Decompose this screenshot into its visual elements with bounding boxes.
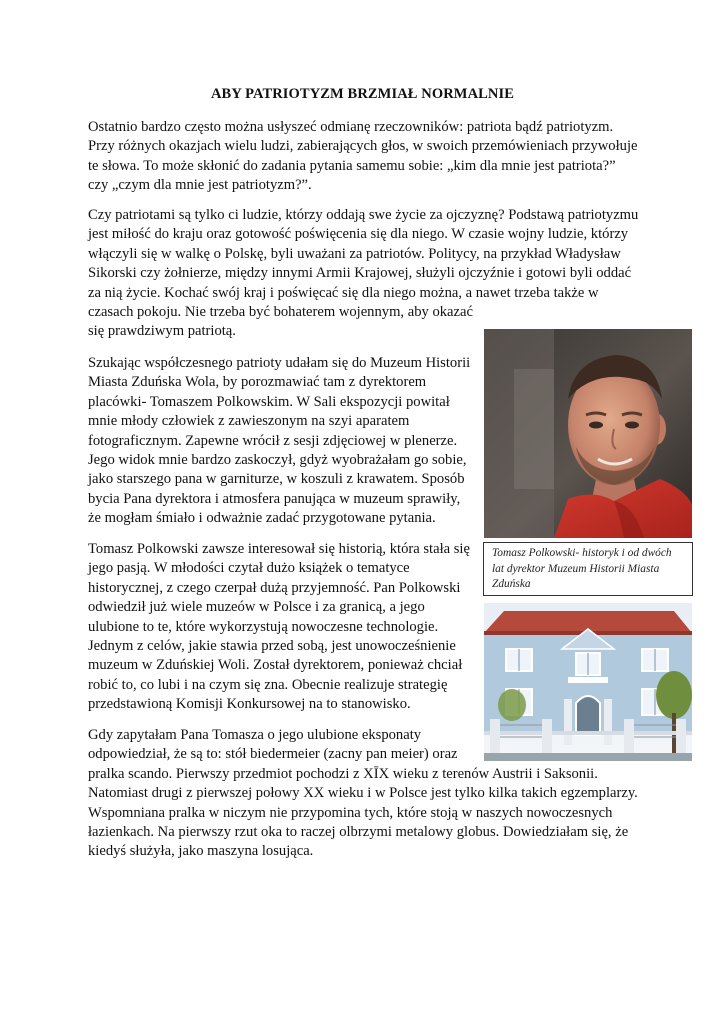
text-line: Natomiast drugi z pierwszej połowy XX wieku i w Polsce jest tylko kilka takich egzemplarzy. xyxy=(88,785,638,802)
text-line: czasach pokoju. Nie trzeba być bohaterem wojennym, aby okazać xyxy=(88,304,473,321)
portrait-photo xyxy=(484,329,692,538)
text-line: łazienkach. Na pierwszy rzut oka to raczej olbrzymi metalowy globus. Dowiedziałam się, że xyxy=(88,824,629,841)
text-line: ulubione to te, które wykorzystują nowoczesne technologie. xyxy=(88,618,439,635)
text-line: jest miłość do kraju oraz gotowość poświęcenia się dla niego. W czasie wojny ludzie, którzy xyxy=(88,226,629,243)
text-line: Czy patriotami są tylko ci ludzie, którzy oddają swe życie za ojczyznę? Podstawą patriotyzmu xyxy=(88,207,639,223)
text-line: bycia Pana dyrektora i atmosfera panująca w muzeum sprawiły, xyxy=(88,490,461,507)
text-line: za nią życie. Kochać swój kraj i poświęcać się dla niego można, a nawet trzeba także w xyxy=(88,284,599,301)
text-line: robić to, co lubi i na czym się zna. Obecnie realizuje strategię xyxy=(88,676,448,693)
caption-line: Tomasz Polkowski- historyk i od dwóch xyxy=(492,547,672,559)
text-line: mnie młody człowiek z zawieszonym na szyi aparatem xyxy=(88,413,410,430)
text-line: te słowa. To może skłonić do zadania pytania samemu sobie: „kim dla mnie jest patriota?” xyxy=(88,157,616,174)
text-line: się prawdziwym patriotą. xyxy=(88,323,236,340)
text-line: Jego widok mnie bardzo zaskoczył, gdyż wyobrażałam go sobie, xyxy=(88,452,467,469)
text-line: Tomasz Polkowski zawsze interesował się historią, która stała się xyxy=(88,541,470,557)
text-line: włączyli się w walkę o Polskę, byli uważani za patriotów. Politycy, na przykład Władysław xyxy=(88,245,621,262)
paragraph-director-history xyxy=(88,540,470,715)
text-line: muzeum w Zduńskiej Woli. Został dyrektorem, ponieważ chciał xyxy=(88,657,463,674)
text-line: odwiedził już wiele muzeów w Polsce i za granicą, a jego xyxy=(88,599,425,616)
text-line: Miasta Zduńska Wola, by porozmawiać tam z dyrektorem xyxy=(88,374,427,391)
photo-caption xyxy=(483,542,693,596)
text-line: Szukając współczesnego patrioty udałam się do Muzeum Historii xyxy=(88,355,471,371)
text-line: odpowiedział, że są to: stół biedermeier (zacny pan meier) oraz xyxy=(88,746,458,763)
museum-building-photo xyxy=(484,603,692,761)
text-line: Wspomniana pralka w niczym nie przypomina tych, które stoją w naszych nowoczesnych xyxy=(88,804,613,821)
text-line: Przy różnych okazjach wielu ludzi, zabierających głos, w swoich przemówieniach przywołuje xyxy=(88,138,638,155)
text-line: Gdy zapytałam Pana Tomasza o jego ulubione eksponaty xyxy=(88,727,422,743)
text-line: kiedyś służyła, jako maszyna losująca. xyxy=(88,843,314,860)
text-line: Ostatnio bardzo często można usłyszeć odmianę rzeczowników: patriota bądź patriotyzm. xyxy=(88,119,614,135)
text-line: fotograficznym. Zapewne wrócił z sesji zdjęciowej w plenerze. xyxy=(88,432,458,449)
text-line: jego pasją. W młodości czytał dużo książek o tematyce xyxy=(88,560,410,577)
article-title: ABY PATRIOTYZM BRZMIAŁ NORMALNIE xyxy=(210,86,514,102)
text-line: pralka scando. Pierwszy przedmiot pochodzi z XĪX wieku z terenów Austrii i Saksonii. xyxy=(88,765,598,782)
paragraph-museum-visit xyxy=(88,354,470,529)
caption-line: lat dyrektor Muzeum Historii Miasta xyxy=(492,562,660,575)
caption-line: Zduńska xyxy=(492,578,531,591)
text-line: Sikorski czy żołnierze, między innymi Armii Krajowej, służyli ojczyźnie i gotowi byli oddać xyxy=(88,265,632,282)
text-line: że mogłam śmiało i odważnie zadać przygotowane pytania. xyxy=(88,510,436,527)
paragraph-patriotism xyxy=(88,206,638,342)
paragraph-intro xyxy=(88,118,638,196)
text-line: historycznej, z czego czerpał dużą przyjemność. Pan Polkowski xyxy=(88,579,461,596)
text-line: przedstawioną Komisji Konkursowej na to stanowisko. xyxy=(88,696,411,713)
text-line: jako starszego pana w garniturze, w koszuli z krawatem. Sposób xyxy=(88,471,465,488)
text-line: czy „czym dla mnie jest patriotyzm?”. xyxy=(88,177,312,194)
text-line: Jednym z celów, jakie stawia przed sobą, jest unowocześnienie xyxy=(88,638,456,655)
text-line: placówki- Tomaszem Polkowskim. W Sali ekspozycji powitał xyxy=(88,393,450,410)
